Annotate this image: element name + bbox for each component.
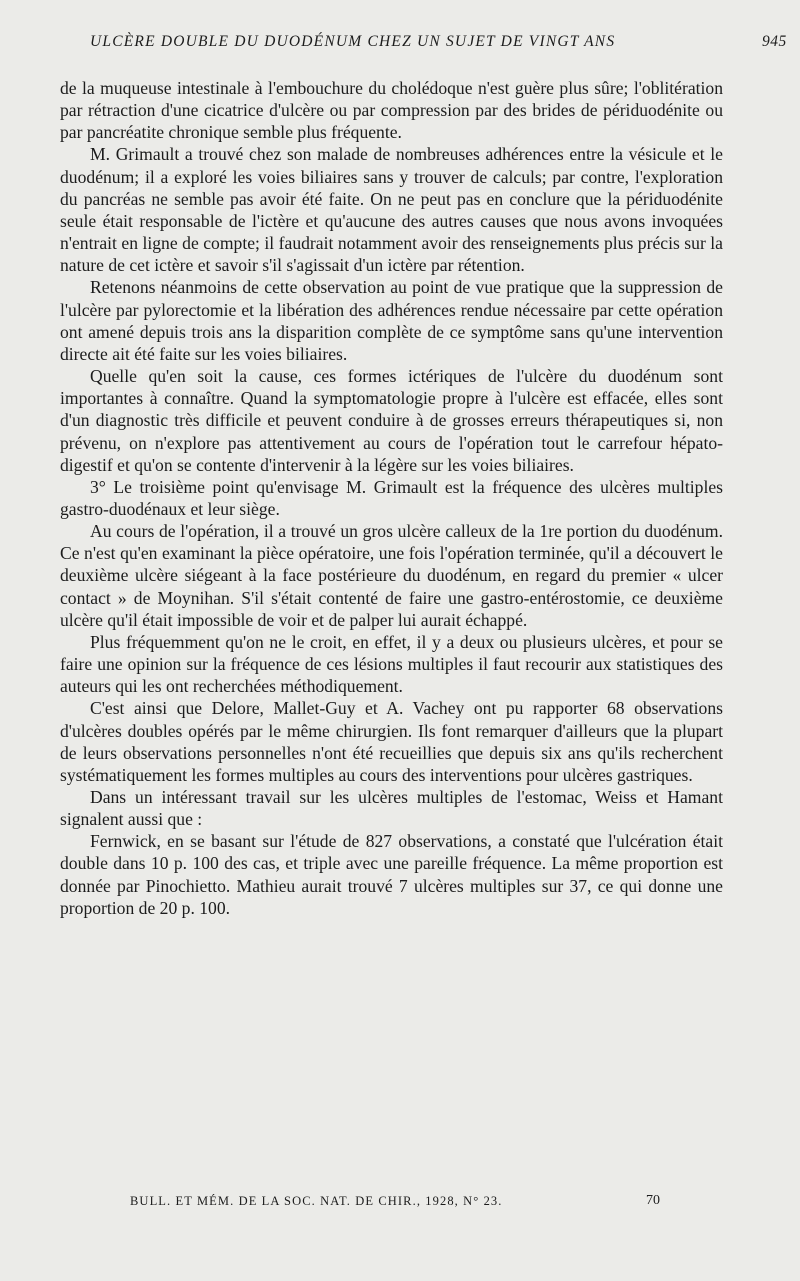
footer-citation: BULL. ET MÉM. DE LA SOC. NAT. DE CHIR., 1928, N° 23. bbox=[130, 1194, 503, 1208]
paragraph-7: Plus fréquemment qu'on ne le croit, en effet, il y a deux ou plusieurs ulcères, et pour se faire une opinion sur la fréquence de ces lésions multiples il faut recourir aux statistiques des auteurs qui les ont recherchées méthodiquement. bbox=[60, 631, 723, 697]
running-title: ULCÈRE DOUBLE DU DUODÉNUM CHEZ UN SUJET DE VINGT ANS bbox=[90, 33, 616, 50]
footer-sheet-number: 70 bbox=[646, 1193, 660, 1208]
paragraph-1: de la muqueuse intestinale à l'embouchure du cholédoque n'est guère plus sûre; l'oblitération par rétraction d'une cicatrice d'ulcère ou par compression par des brides de périduodénite ou par pancréatite chronique semble plus fréquente. bbox=[60, 78, 723, 143]
paragraph-10: Fernwick, en se basant sur l'étude de 827 observations, a constaté que l'ulcération était double dans 10 p. 100 des cas, et triple avec une pareille fréquence. La même proportion est donnée par Pinochietto. Mathieu aurait trouvé 7 ulcères multiples sur 37, ce qui donne une proportion de 20 p. 100. bbox=[60, 831, 723, 918]
body-text bbox=[60, 77, 723, 919]
paragraph-3: Retenons néanmoins de cette observation au point de vue pratique que la suppression de l'ulcère par pylorectomie et la libération des adhérences rendue nécessaire par cette opération ont amené depuis trois ans la disparition complète de ce symptôme sans qu'une intervention directe ait été faite sur les voies biliaires. bbox=[60, 277, 723, 364]
paragraph-8: C'est ainsi que Delore, Mallet-Guy et A. Vachey ont pu rapporter 68 observations d'ulcères doubles opérés par le même chirurgien. Ils font remarquer d'ailleurs que la plupart de leurs observations personnelles n'ont été recueillies que depuis six ans qu'ils recherchent systématiquement les formes multiples au cours des interventions pour ulcères gastriques. bbox=[60, 698, 723, 785]
paragraph-6: Au cours de l'opération, il a trouvé un gros ulcère calleux de la 1re portion du duodénum. Ce n'est qu'en examinant la pièce opératoire, une fois l'opération terminée, qu'il a découvert le deuxième ulcère siégeant à la face postérieure du duodénum, en regard du premier « ulcer contact » de Moynihan. S'il s'était contenté de faire une gastro-entérostomie, ce deuxième ulcère qu'il était impossible de voir et de palper lui aurait échappé. bbox=[60, 521, 723, 630]
page-number: 945 bbox=[762, 33, 787, 50]
paragraph-5: 3° Le troisième point qu'envisage M. Grimault est la fréquence des ulcères multiples gastro-duodénaux et leur siège. bbox=[60, 476, 723, 519]
paragraph-2: M. Grimault a trouvé chez son malade de nombreuses adhérences entre la vésicule et le duodénum; il a exploré les voies biliaires sans y trouver de calculs; par contre, l'exploration du pancréas ne semble pas avoir été faite. On ne peut pas en conclure que la périduodénite seule était responsable de l'ictère et qu'aucune des autres causes que nous avons invoquées n'entrait en ligne de compte; il faudrait notamment avoir des renseignements plus précis sur la nature de cet ictère et savoir s'il s'agissait d'un ictère par rétention. bbox=[60, 144, 723, 276]
paragraph-9: Dans un intéressant travail sur les ulcères multiples de l'estomac, Weiss et Hamant signalent aussi que : bbox=[60, 787, 723, 830]
paragraph-4: Quelle qu'en soit la cause, ces formes ictériques de l'ulcère du duodénum sont importantes à connaître. Quand la symptomatologie propre à l'ulcère est effacée, elles sont d'un diagnostic très difficile et peuvent conduire à de grosses erreurs thérapeutiques si, non prévenu, on n'explore pas attentivement au cours de l'opération tout le carrefour hépato-digestif et qu'on se contente d'intervenir à la légère sur les voies biliaires. bbox=[60, 366, 723, 475]
